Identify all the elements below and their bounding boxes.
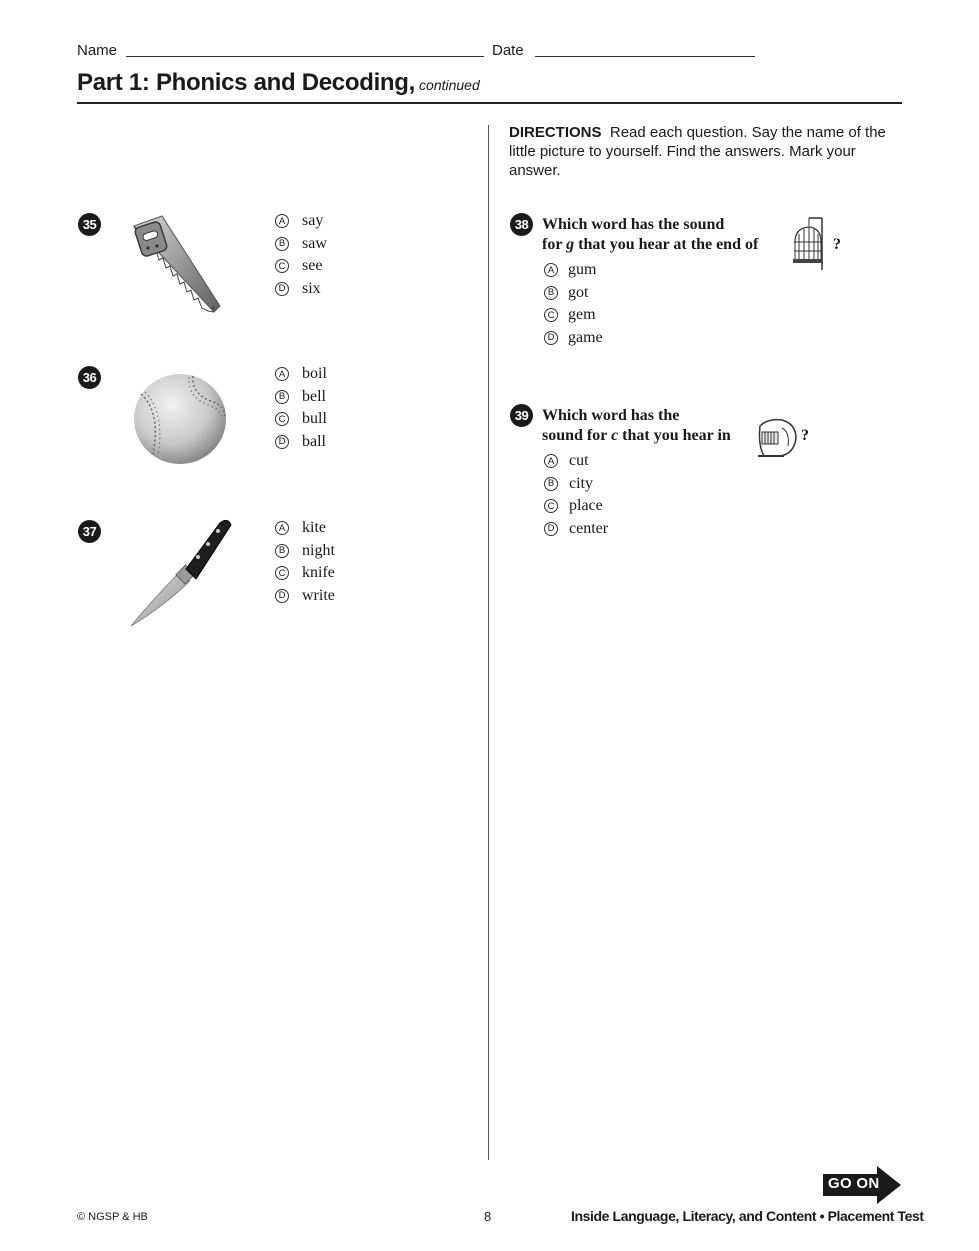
prompt-letter: g bbox=[566, 236, 575, 253]
option-39-c[interactable] bbox=[544, 495, 608, 518]
option-text: ball bbox=[302, 432, 326, 450]
option-text: place bbox=[569, 497, 603, 515]
option-text: gem bbox=[568, 306, 596, 324]
options-36 bbox=[275, 363, 327, 453]
answer-bubble[interactable]: D bbox=[275, 589, 289, 603]
question-38-prompt bbox=[542, 215, 758, 255]
option-36-b[interactable] bbox=[275, 386, 327, 409]
option-36-d[interactable] bbox=[275, 431, 327, 454]
name-field[interactable] bbox=[126, 56, 484, 57]
option-36-c[interactable] bbox=[275, 408, 327, 431]
option-text: kite bbox=[302, 519, 326, 537]
option-text: six bbox=[302, 279, 321, 297]
book-title: Inside Language, Literacy, and Content • Placement Test bbox=[571, 1208, 924, 1224]
answer-bubble[interactable]: B bbox=[275, 390, 289, 404]
option-text: bull bbox=[302, 410, 327, 428]
option-text: cut bbox=[569, 452, 589, 470]
question-39-end: ? bbox=[801, 427, 809, 444]
answer-bubble[interactable]: C bbox=[275, 566, 289, 580]
column-divider bbox=[488, 125, 489, 1160]
page-number: 8 bbox=[484, 1209, 492, 1224]
question-number-38: 38 bbox=[510, 213, 533, 236]
option-37-d[interactable] bbox=[275, 585, 335, 608]
name-label: Name bbox=[77, 42, 118, 59]
answer-bubble[interactable]: A bbox=[544, 454, 558, 468]
page-title-text: Part 1: Phonics and Decoding, bbox=[77, 69, 416, 96]
answer-bubble[interactable]: A bbox=[275, 521, 289, 535]
answer-bubble[interactable]: A bbox=[275, 367, 289, 381]
answer-bubble[interactable]: B bbox=[275, 544, 289, 558]
prompt-text: that you hear at the end of bbox=[578, 236, 759, 253]
date-label: Date bbox=[492, 42, 524, 59]
question-number-35: 35 bbox=[78, 213, 101, 236]
option-text: saw bbox=[302, 234, 327, 252]
question-number-37: 37 bbox=[78, 520, 101, 543]
option-35-b[interactable] bbox=[275, 233, 327, 256]
option-38-c[interactable] bbox=[544, 304, 603, 327]
title-rule bbox=[77, 102, 902, 104]
answer-bubble[interactable]: B bbox=[275, 237, 289, 251]
prompt-text: sound for bbox=[542, 427, 608, 444]
option-39-b[interactable] bbox=[544, 473, 608, 496]
option-35-d[interactable] bbox=[275, 278, 327, 301]
answer-bubble[interactable]: D bbox=[275, 435, 289, 449]
saw-icon bbox=[128, 212, 228, 317]
answer-bubble[interactable]: A bbox=[544, 263, 558, 277]
answer-bubble[interactable]: C bbox=[275, 412, 289, 426]
option-text: see bbox=[302, 257, 323, 275]
option-text: city bbox=[569, 474, 593, 492]
answer-bubble[interactable]: A bbox=[275, 214, 289, 228]
option-text: write bbox=[302, 586, 335, 604]
option-text: center bbox=[569, 519, 609, 537]
question-39-prompt bbox=[542, 406, 731, 446]
option-38-a[interactable] bbox=[544, 259, 603, 282]
option-37-c[interactable] bbox=[275, 562, 335, 585]
question-38-end: ? bbox=[833, 236, 841, 253]
option-text: game bbox=[568, 328, 603, 346]
prompt-text: for bbox=[542, 236, 563, 253]
directions-label: DIRECTIONS bbox=[509, 124, 602, 141]
answer-bubble[interactable]: C bbox=[544, 308, 558, 322]
directions bbox=[509, 123, 899, 180]
option-38-b[interactable] bbox=[544, 282, 603, 305]
option-text: boil bbox=[302, 365, 327, 383]
option-38-d[interactable] bbox=[544, 327, 603, 350]
page-title bbox=[77, 69, 480, 97]
prompt-letter: c bbox=[611, 427, 619, 444]
answer-bubble[interactable]: C bbox=[544, 499, 558, 513]
knife-icon bbox=[128, 517, 234, 629]
cage-icon bbox=[754, 416, 800, 460]
options-39 bbox=[544, 450, 608, 540]
option-text: knife bbox=[302, 564, 335, 582]
prompt-line: Which word has the bbox=[542, 407, 680, 424]
option-text: gum bbox=[568, 261, 597, 279]
answer-bubble[interactable]: D bbox=[275, 282, 289, 296]
option-35-c[interactable] bbox=[275, 255, 327, 278]
answer-bubble[interactable]: B bbox=[544, 477, 558, 491]
option-35-a[interactable] bbox=[275, 210, 327, 233]
option-39-d[interactable] bbox=[544, 518, 608, 541]
directions-text: Read each question. Say the name of the little picture to yourself. Find the answers. Mark your answer. bbox=[509, 124, 886, 179]
option-text: got bbox=[568, 283, 589, 301]
option-text: night bbox=[302, 541, 335, 559]
answer-bubble[interactable]: C bbox=[275, 259, 289, 273]
options-38 bbox=[544, 259, 603, 349]
option-39-a[interactable] bbox=[544, 450, 608, 473]
page-title-suffix: continued bbox=[419, 77, 480, 93]
answer-bubble[interactable]: D bbox=[544, 331, 558, 345]
option-37-b[interactable] bbox=[275, 540, 335, 563]
prompt-text: that you hear in bbox=[622, 427, 731, 444]
baseball-icon bbox=[131, 372, 229, 467]
birdcage-icon bbox=[789, 216, 829, 272]
date-field[interactable] bbox=[535, 56, 755, 57]
question-number-39: 39 bbox=[510, 404, 533, 427]
option-37-a[interactable] bbox=[275, 517, 335, 540]
answer-bubble[interactable]: D bbox=[544, 522, 558, 536]
options-37 bbox=[275, 517, 335, 607]
options-35 bbox=[275, 210, 327, 300]
option-36-a[interactable] bbox=[275, 363, 327, 386]
option-text: bell bbox=[302, 387, 326, 405]
copyright: © NGSP & HB bbox=[77, 1211, 148, 1223]
go-on-label: GO ON bbox=[828, 1175, 880, 1192]
prompt-line: Which word has the sound bbox=[542, 216, 725, 233]
answer-bubble[interactable]: B bbox=[544, 286, 558, 300]
question-number-36: 36 bbox=[78, 366, 101, 389]
option-text: say bbox=[302, 212, 324, 230]
